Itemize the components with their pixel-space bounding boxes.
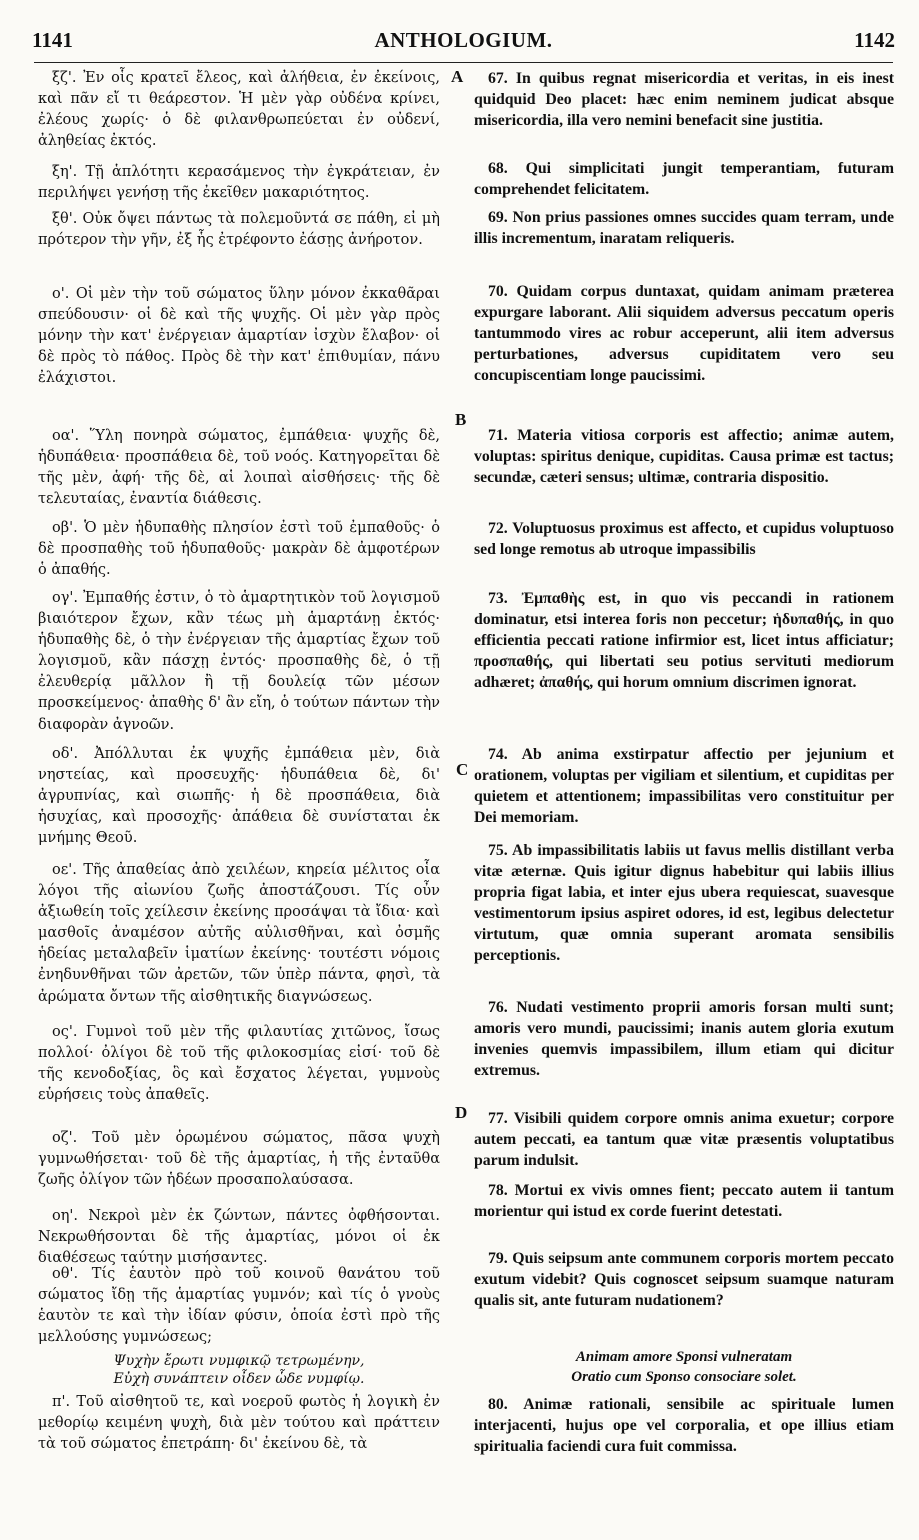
- greek-paragraph-67: ξζ'. Ἐν οἷς κρατεῖ ἔλεος, καὶ ἀλήθεια, ἐν ἐκείνοις, καὶ πᾶν εἴ τι θεάρεστον. Ἡ μὲν γὰρ οὐδένα κρίνει, ἐλέους χωρίς· ὁ δὲ φιλανθρωπεύεται ἐν οὐδενί, ἀληθείας ἐκτός.: [38, 70, 440, 150]
- latin-paragraph-68: 68. Qui simplicitati jungit temperantiam, futuram comprehendet felicitatem.: [474, 160, 894, 199]
- margin-mark-b: B: [455, 410, 467, 429]
- greek-paragraph-80: π'. Τοῦ αἰσθητοῦ τε, καὶ νοεροῦ φωτὸς ἡ λογικὴ ἐν μεθορίῳ κειμένη ψυχὴ, διὰ μὲν τούτου καὶ πράττειν τὰ τοῦ σώματος ἐπετράπη· δι' ἐκείνου δὲ, τὰ: [38, 1394, 440, 1453]
- greek-motto-line-2: Εὐχὴ συνάπτειν οἶδεν ὧδε νυμφίῳ.: [113, 1371, 365, 1387]
- latin-paragraph-80: 80. Animæ rationali, sensibile ac spirituale lumen interjacenti, hujus ope vel corporalia, et ope illius etiam spiritualia faciendi cura fuit commissa.: [474, 1396, 894, 1456]
- margin-mark-a: A: [451, 67, 464, 86]
- latin-paragraph-67: 67. In quibus regnat misericordia et veritas, in eis inest quidquid Deo placet: hæc enim neminem judicat absque misericordia, illa vero nemini benefacit sine justitia.: [474, 70, 894, 130]
- latin-paragraph-79: 79. Quis seipsum ante communem corporis mortem peccato exutum videbit? Quis cognoscet seipsum suamque naturam qualis sit, ante futuram nudationem?: [474, 1250, 894, 1310]
- latin-paragraph-77: 77. Visibili quidem corpore omnis anima exuetur; corpore autem peccati, ea tantum quæ vitæ præsentis voluptatibus parum indulsit.: [474, 1110, 894, 1170]
- page-header: [32, 28, 895, 58]
- greek-paragraph-69: ξθ'. Οὐκ ὄψει πάντως τὰ πολεμοῦντά σε πάθη, εἰ μὴ πρότερον τὴν γῆν, ἐξ ἧς ἐτρέφοντο ἐάσῃς ἀνήροτον.: [38, 211, 440, 249]
- latin-paragraph-78: 78. Mortui ex vivis omnes fient; peccato autem ii tantum morientur qui istud ex corde fuerint detestati.: [474, 1182, 894, 1221]
- latin-paragraph-75: 75. Ab impassibilitatis labiis ut favus mellis distillant verba vitæ æternæ. Quis igitur dignus habebitur qui labiis illius propria figat labia, et inter ejus ubera requiescat, suavesque vestimentorum ipsius aspiret odores, id est, legibus delectetur virtutum, quæ omnia superant aromata sensibilis perceptionis.: [474, 842, 894, 965]
- greek-paragraph-72: οβ'. Ὁ μὲν ἡδυπαθὴς πλησίον ἐστὶ τοῦ ἐμπαθοῦς· ὁ δὲ προσπαθὴς τοῦ ἡδυπαθοῦς· μακρὰν δὲ ἀμφοτέρων ὁ ἀπαθής.: [38, 520, 440, 579]
- greek-paragraph-75: οε'. Τῆς ἀπαθείας ἀπὸ χειλέων, κηρεία μέλιτος οἷα λόγοι τῆς αἰωνίου ζωῆς ἀποστάζουσι. Τίς οὖν ἀξιωθείη τοῖς χείλεσιν ἐκείνης προσάψαι τὰ ἴδια· καὶ μασθοῖς ἀναμέσον αὐτῆς αὐλισθῆναι, καὶ ὀσμῆς ἡδείας μεταλαβεῖν ἱματίων ἐκείνης· τουτέστι νόμοις ἐνηδυνθῆναι τῶν ἀρετῶν, τῶν ὑπὲρ πάντα, φησὶ, τὰ ἀρώματα ὄντων τῆς αἰσθητικῆς διαγνώσεως.: [38, 862, 440, 1005]
- greek-paragraph-79: οθ'. Τίς ἑαυτὸν πρὸ τοῦ κοινοῦ θανάτου τοῦ σώματος ἴδῃ τῆς ἁμαρτίας γυμνόν; καὶ τίς ὁ γνοὺς ἑαυτὸν τε καὶ τὴν ἰδίαν φύσιν, ὁποία ἐστὶ πρὸ τῆς μελλούσης γυμνώσεως;: [38, 1266, 440, 1346]
- page-number-right: 1142: [854, 28, 895, 52]
- margin-mark-d: D: [455, 1103, 468, 1122]
- latin-motto-line-1: Animam amore Sponsi vulneratam: [575, 1349, 793, 1365]
- greek-paragraph-77: οζ'. Τοῦ μὲν ὁρωμένου σώματος, πᾶσα ψυχὴ γυμνωθήσεται· τοῦ δὲ τῆς ἁμαρτίας, ἡ τῆς ἐνταῦθα ζωῆς ὀλίγον τῶν ἡδέων προσαπολαύσασα.: [38, 1130, 440, 1189]
- latin-paragraph-69: 69. Non prius passiones omnes succides quam terram, unde illis incrementum, inaratam reliqueris.: [474, 209, 894, 248]
- running-title: ANTHOLOGIUM.: [374, 28, 553, 52]
- latin-paragraph-71: 71. Materia vitiosa corporis est affectio; animæ autem, voluptas: spiritus denique, cupiditas. Causa primæ est tactus; secundæ, cæteri sensus; ultimæ, contraria dispositio.: [474, 427, 894, 487]
- greek-paragraph-78: οη'. Νεκροὶ μὲν ἐκ ζώντων, πάντες ὀφθήσονται. Νεκρωθήσονται δὲ τῆς ἁμαρτίας, μόνοι οἱ ἐκ διαθέσεως ταύτην μισήσαντες.: [38, 1208, 440, 1267]
- latin-paragraph-76: 76. Nudati vestimento proprii amoris forsan multi sunt; amoris vero mundi, paucissimi; inanis autem gloria exutum invenies quemvis impassibilem, illum etiam qui dicitur extremus.: [474, 999, 894, 1080]
- greek-paragraph-76: ος'. Γυμνοὶ τοῦ μὲν τῆς φιλαυτίας χιτῶνος, ἴσως πολλοί· ὀλίγοι δὲ τοῦ τῆς φιλοκοσμίας εἰσί· τοῦ δὲ τῆς κενοδοξίας, ὃς καὶ ἔσχατος λέγεται, γυμνοὺς εὑρήσεις τοὺς ἀπαθεῖς.: [38, 1024, 440, 1104]
- page-number-left: 1141: [32, 28, 73, 52]
- greek-paragraph-70: ο'. Οἱ μὲν τὴν τοῦ σώματος ὕλην μόνον ἐκκαθᾶραι σπεύδουσιν· οἱ δὲ καὶ τῆς ψυχῆς. Οἱ μὲν γὰρ πρὸς μόνην τὴν κατ' ἐνέργειαν ἁμαρτίαν ἰσχὺν ἔλαβον· οἱ δὲ πρὸς τὸ πάθος. Πρὸς δὲ τὴν κατ' ἐπιθυμίαν, πάνυ ἐλάχιστοι.: [38, 286, 440, 387]
- greek-paragraph-73: ογ'. Ἐμπαθής ἐστιν, ὁ τὸ ἁμαρτητικὸν τοῦ λογισμοῦ βιαιότερον ἔχων, κἂν τέως μὴ ἁμαρτάνῃ ἐκτός· ἡδυπαθὴς δὲ, ὁ τὴν ἐνέργειαν τῆς ἁμαρτίας ἔχων τοῦ λογισμοῦ, κἂν πάσχῃ ἐντός· προσπαθὴς δὲ, ὁ τῇ ἐλευθερίᾳ μᾶλλον ἢ τῇ δουλείᾳ τῶν μέσων προσκείμενος· ἀπαθὴς δ' ἂν εἴη, ὁ τούτων πάντων τὴν διαφορὰν ἀγνοῶν.: [38, 590, 440, 733]
- margin-mark-c: C: [456, 760, 469, 779]
- latin-paragraph-73: 73. Ἐμπαθὴς est, in quo vis peccandi in rationem dominatur, etsi interea foris non peccetur; ἡδυπαθής, in quo efficientia peccati ratione infirmior est, licet intus afficiatur; προσπαθής, qui libertati seu potius servituti mediorum adhæret; ἀπαθής, qui horum omnium discrimen ignorat.: [474, 590, 894, 692]
- latin-paragraph-70: 70. Quidam corpus duntaxat, quidam animam præterea expurgare laborant. Alii siquidem adversus peccatum operis tantummodo vires ac robur acceperunt, alii item adversus perturbationes, adversus cupiditatem vero seu concupiscentiam longe paucissimi.: [474, 283, 894, 385]
- greek-paragraph-74: οδ'. Ἀπόλλυται ἐκ ψυχῆς ἐμπάθεια μὲν, διὰ νηστείας, καὶ προσευχῆς· ἡδυπάθεια δὲ, δι' ἀγρυπνίας, καὶ σιωπῆς· ἡ δὲ προσπάθεια, διὰ ἡσυχίας, καὶ προσοχῆς· ἀπάθεια δὲ συνίσταται ἐκ μνήμης Θεοῦ.: [38, 746, 440, 847]
- latin-motto-line-2: Oratio cum Sponso consociare solet.: [571, 1369, 797, 1385]
- latin-paragraph-72: 72. Voluptuosus proximus est affecto, et cupidus voluptuoso sed longe remotus ab utroque impassibilis: [474, 520, 894, 559]
- header-rule: [34, 62, 893, 63]
- greek-motto-line-1: Ψυχὴν ἔρωτι νυμφικῷ τετρωμένην,: [113, 1353, 365, 1369]
- latin-paragraph-74: 74. Ab anima exstirpatur affectio per jejunium et orationem, voluptas per vigiliam et silentium, et cupiditas per quietem et attentionem; impassibilitas vero constituitur per Dei memoriam.: [474, 746, 894, 827]
- greek-paragraph-68: ξη'. Τῇ ἁπλότητι κερασάμενος τὴν ἐγκράτειαν, ἐν περιλήψει γενήσῃ τῆς ἐκεῖθεν μακαριότητος.: [38, 164, 440, 202]
- greek-paragraph-71: οα'. Ὕλη πονηρὰ σώματος, ἐμπάθεια· ψυχῆς δὲ, ἡδυπάθεια· προσπάθεια δὲ, τοῦ νοός. Κατηγορεῖται δὲ τῆς μὲν, ἁφή· τῆς δὲ, αἱ λοιπαὶ αἰσθήσεις· τῆς δὲ τελευταίας, ἐναντία διάθεσις.: [38, 428, 440, 508]
